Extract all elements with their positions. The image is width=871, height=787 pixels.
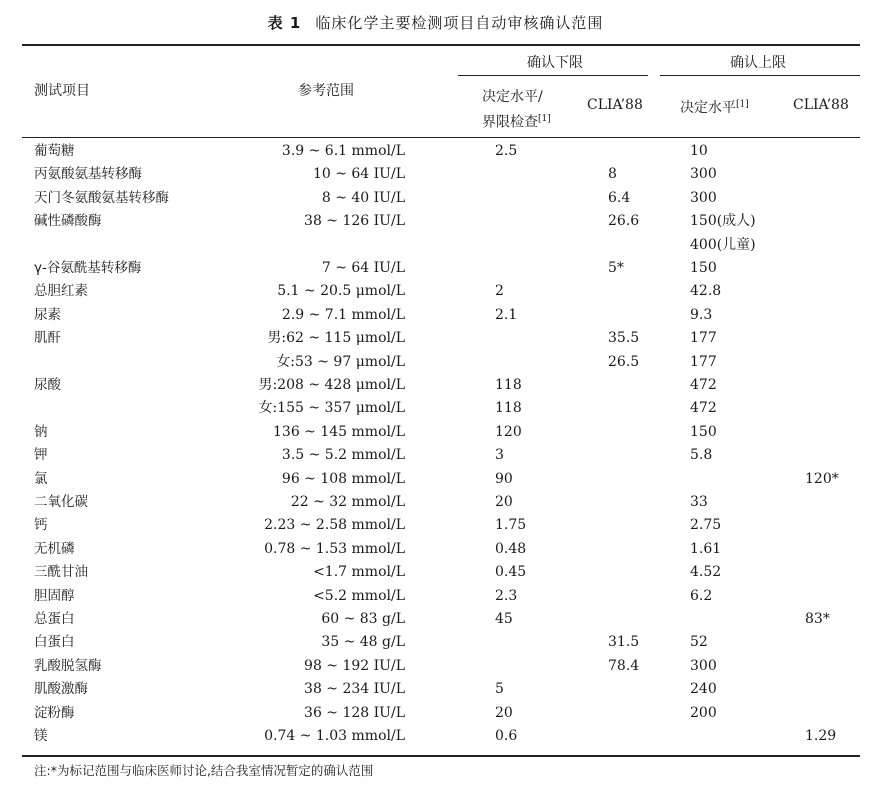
- cell-item: 无机磷: [34, 541, 75, 557]
- cell-lower-clia: 35.5: [608, 330, 640, 346]
- cell-item: 钠: [34, 424, 48, 440]
- cell-item: 总蛋白: [34, 611, 75, 627]
- cell-range: 女:155 ~ 357 μmol/L: [258, 400, 405, 416]
- cell-upper-decision: 150(成人): [690, 213, 756, 229]
- cell-lower-decision: 0.6: [495, 728, 518, 744]
- cell-range: <1.7 mmol/L: [313, 564, 405, 580]
- cell-upper-decision: 9.3: [690, 307, 713, 323]
- header-upper-decision: [680, 97, 749, 117]
- cell-range: <5.2 mmol/L: [313, 588, 405, 604]
- cell-item: 镁: [34, 728, 48, 744]
- cell-lower-decision: 118: [495, 377, 522, 393]
- cell-upper-decision: 400(儿童): [690, 237, 756, 253]
- header-lower-clia: CLIA’88: [587, 97, 643, 113]
- cell-range: 8 ~ 40 IU/L: [321, 190, 405, 206]
- cell-range: 96 ~ 108 mmol/L: [281, 471, 405, 487]
- citation-mark: [1]: [538, 114, 551, 124]
- footnote: 注:*为标记范围与临床医师讨论,结合我室情况暂定的确认范围: [34, 763, 374, 778]
- cell-lower-decision: 3: [495, 447, 504, 463]
- cell-range: 男:208 ~ 428 μmol/L: [258, 377, 405, 393]
- top-rule: [22, 44, 860, 46]
- header-upper-clia: CLIA’88: [793, 97, 849, 113]
- cell-upper-decision: 300: [690, 190, 717, 206]
- citation-mark: [1]: [736, 99, 749, 110]
- header-upper-decision-text: 决定水平: [680, 100, 736, 116]
- cell-upper-clia: 120*: [805, 471, 839, 487]
- cell-upper-decision: 472: [690, 377, 717, 393]
- cell-upper-decision: 52: [690, 634, 708, 650]
- cell-lower-decision: 2: [495, 283, 504, 299]
- upper-group-rule: [660, 75, 860, 76]
- header-upper-group: 确认上限: [730, 55, 786, 71]
- header-lower-decision-line1: 决定水平/: [482, 89, 543, 105]
- cell-upper-clia: 83*: [805, 611, 830, 627]
- cell-lower-clia: 31.5: [608, 634, 640, 650]
- cell-item: 丙氨酸氨基转移酶: [34, 166, 142, 182]
- cell-lower-clia: 78.4: [608, 658, 640, 674]
- cell-lower-decision: 2.1: [495, 307, 518, 323]
- caption-label: 表 1: [267, 14, 302, 32]
- cell-range: 2.9 ~ 7.1 mmol/L: [281, 307, 405, 323]
- cell-item: 胆固醇: [34, 588, 75, 604]
- cell-item: 白蛋白: [34, 634, 75, 650]
- caption-text: 临床化学主要检测项目自动审核确认范围: [315, 14, 604, 32]
- cell-lower-clia: 6.4: [608, 190, 631, 206]
- lower-group-rule: [458, 75, 648, 76]
- header-range: 参考范围: [298, 83, 354, 99]
- cell-range: 7 ~ 64 IU/L: [321, 260, 405, 276]
- cell-item: 天门冬氨酸氨基转移酶: [34, 190, 169, 206]
- header-item: 测试项目: [34, 83, 90, 99]
- cell-range: 2.23 ~ 2.58 mmol/L: [264, 517, 405, 533]
- cell-upper-decision: 300: [690, 658, 717, 674]
- cell-lower-decision: 1.75: [495, 517, 527, 533]
- cell-range: 60 ~ 83 g/L: [321, 611, 405, 627]
- table-caption: [0, 12, 871, 33]
- cell-upper-decision: 177: [690, 354, 717, 370]
- cell-upper-decision: 1.61: [690, 541, 722, 557]
- cell-range: 38 ~ 234 IU/L: [304, 681, 405, 697]
- header-lower-group: 确认下限: [527, 55, 583, 71]
- cell-upper-decision: 150: [690, 424, 717, 440]
- cell-lower-decision: 0.48: [495, 541, 527, 557]
- cell-item: 二氧化碳: [34, 494, 88, 510]
- cell-upper-decision: 200: [690, 705, 717, 721]
- cell-range: 136 ~ 145 mmol/L: [273, 424, 405, 440]
- cell-item: 尿素: [34, 307, 61, 323]
- cell-item: 三酰甘油: [34, 564, 88, 580]
- cell-lower-clia: 26.5: [608, 354, 640, 370]
- cell-upper-decision: 6.2: [690, 588, 713, 604]
- cell-upper-decision: 300: [690, 166, 717, 182]
- cell-item: 肌酸激酶: [34, 681, 88, 697]
- cell-lower-decision: 118: [495, 400, 522, 416]
- cell-item: 钙: [34, 517, 48, 533]
- cell-lower-decision: 5: [495, 681, 504, 697]
- cell-lower-decision: 0.45: [495, 564, 527, 580]
- header-lower-decision-line2: 界限检查: [482, 114, 538, 131]
- cell-item: 尿酸: [34, 377, 61, 393]
- cell-lower-clia: 8: [608, 166, 617, 182]
- cell-upper-decision: 150: [690, 260, 717, 276]
- cell-item: 总胆红素: [34, 283, 88, 299]
- cell-lower-decision: 20: [495, 705, 513, 721]
- cell-range: 0.78 ~ 1.53 mmol/L: [264, 541, 405, 557]
- cell-upper-decision: 33: [690, 494, 708, 510]
- cell-range: 38 ~ 126 IU/L: [304, 213, 405, 229]
- cell-item: 淀粉酶: [34, 705, 75, 721]
- cell-range: 35 ~ 48 g/L: [321, 634, 405, 650]
- cell-upper-decision: 2.75: [690, 517, 722, 533]
- cell-upper-decision: 5.8: [690, 447, 713, 463]
- cell-range: 3.5 ~ 5.2 mmol/L: [281, 447, 405, 463]
- cell-item: 钾: [34, 447, 48, 463]
- cell-upper-decision: 10: [690, 143, 708, 159]
- cell-lower-decision: 2.5: [495, 143, 518, 159]
- cell-item: 乳酸脱氢酶: [34, 658, 102, 674]
- cell-upper-decision: 472: [690, 400, 717, 416]
- header-lower-decision: [482, 86, 551, 134]
- cell-upper-decision: 240: [690, 681, 717, 697]
- cell-range: 10 ~ 64 IU/L: [312, 166, 405, 182]
- cell-range: 5.1 ~ 20.5 μmol/L: [277, 283, 405, 299]
- cell-range: 36 ~ 128 IU/L: [304, 705, 405, 721]
- cell-upper-decision: 4.52: [690, 564, 722, 580]
- cell-item: 氯: [34, 471, 48, 487]
- cell-range: 22 ~ 32 mmol/L: [290, 494, 405, 510]
- cell-upper-decision: 42.8: [690, 283, 722, 299]
- cell-lower-decision: 45: [495, 611, 513, 627]
- cell-upper-decision: 177: [690, 330, 717, 346]
- cell-item: γ-谷氨酰基转移酶: [34, 260, 142, 276]
- cell-upper-clia: 1.29: [805, 728, 837, 744]
- cell-range: 女:53 ~ 97 μmol/L: [276, 354, 405, 370]
- cell-item: 葡萄糖: [34, 143, 75, 159]
- cell-range: 3.9 ~ 6.1 mmol/L: [281, 143, 405, 159]
- cell-range: 男:62 ~ 115 μmol/L: [267, 330, 405, 346]
- cell-lower-decision: 20: [495, 494, 513, 510]
- cell-lower-clia: 26.6: [608, 213, 640, 229]
- cell-lower-decision: 2.3: [495, 588, 518, 604]
- cell-lower-decision: 90: [495, 471, 513, 487]
- header-bottom-rule: [22, 137, 860, 138]
- cell-item: 碱性磷酸酶: [34, 213, 102, 229]
- cell-item: 肌酐: [34, 330, 61, 346]
- cell-range: 0.74 ~ 1.03 mmol/L: [264, 728, 405, 744]
- cell-range: 98 ~ 192 IU/L: [304, 658, 405, 674]
- cell-lower-decision: 120: [495, 424, 522, 440]
- cell-lower-clia: 5*: [608, 260, 624, 276]
- bottom-rule: [22, 755, 860, 757]
